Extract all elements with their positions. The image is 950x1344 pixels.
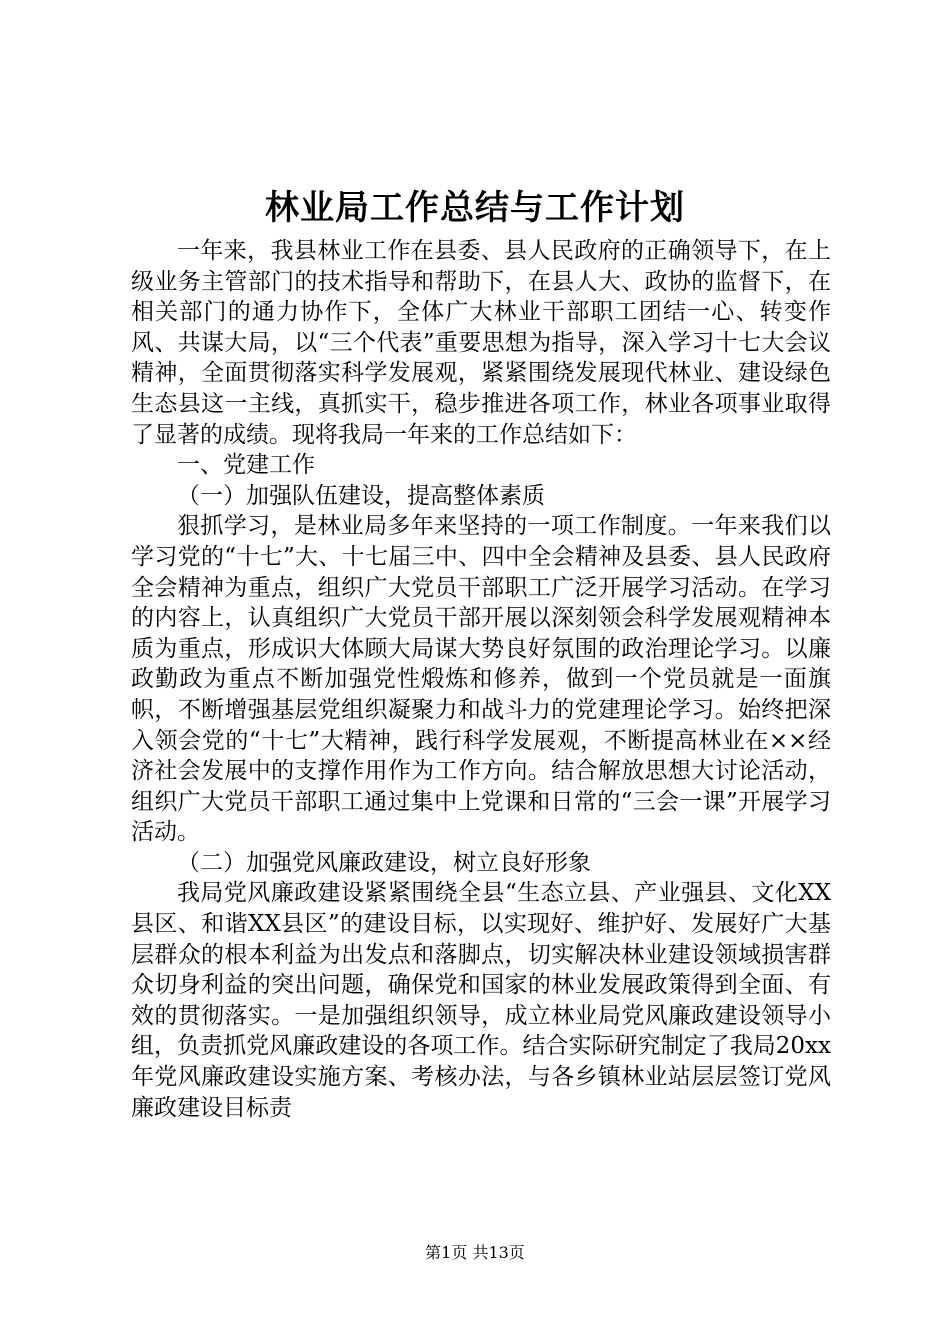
section-heading-party-building: 一、党建工作 — [177, 452, 315, 479]
paragraph-study: 狠抓学习，是林业局多年来坚持的一项工作制度。一年来我们以学习党的“十七”大、十七届三中、四中全会精神及县委、县人民政府全会精神为重点，组织广大党员干部职工广泛开展学习活动。在学习的内容上，认真组织广大党员干部开展以深刻领会科学发展观精神本质为重点，形成识大体顾大局谋大势良好氛围的政治理论学习。以廉政勤政为重点不断加强党性煅炼和修养，做到一个党员就是一面旗帜，不断增强基层党组织凝聚力和战斗力的党建理论学习。始终把深入领会党的“十七”大精神，践行科学发展观，不断提高林业在××经济社会发展中的支撑作用作为工作方向。结合解放思想大讨论活动，组织广大党员干部职工通过集中上党课和日常的“三会一课”开展学习活动。 — [131, 513, 831, 846]
document-body — [131, 236, 831, 1123]
paragraph-integrity: 我局党风廉政建设紧紧围绕全县“生态立县、产业强县、文化XX县区、和谐XX县区”的建设目标，以实现好、维护好、发展好广大基层群众的根本利益为出发点和落脚点，切实解决林业建设领域损害群众切身利益的突出问题，确保党和国家的林业发展政策得到全面、有效的贯彻落实。一是加强组织领导，成立林业局党风廉政建设领导小组，负责抓党风廉政建设的各项工作。结合实际研究制定了我局20xx年党风廉政建设实施方案、考核办法，与各乡镇林业站层层签订党风廉政建设目标责 — [131, 880, 831, 1121]
paragraph-intro: 一年来，我县林业工作在县委、县人民政府的正确领导下，在上级业务主管部门的技术指导和帮助下，在县人大、政协的监督下，在相关部门的通力协作下，全体广大林业干部职工团结一心、转变作风、共谋大局，以“三个代表”重要思想为指导，深入学习十七大会议精神，全面贯彻落实科学发展观，紧紧围绕发展现代林业、建设绿色生态县这一主线，真抓实干，稳步推进各项工作，林业各项事业取得了显著的成绩。现将我局一年来的工作总结如下： — [131, 238, 831, 448]
document-title: 林业局工作总结与工作计划 — [265, 188, 685, 228]
subsection-heading-integrity: （二）加强党风廉政建设，树立良好形象 — [177, 849, 591, 876]
subsection-heading-team-building: （一）加强队伍建设，提高整体素质 — [177, 482, 545, 509]
page-footer: 第1页 共13页 — [425, 1243, 525, 1262]
